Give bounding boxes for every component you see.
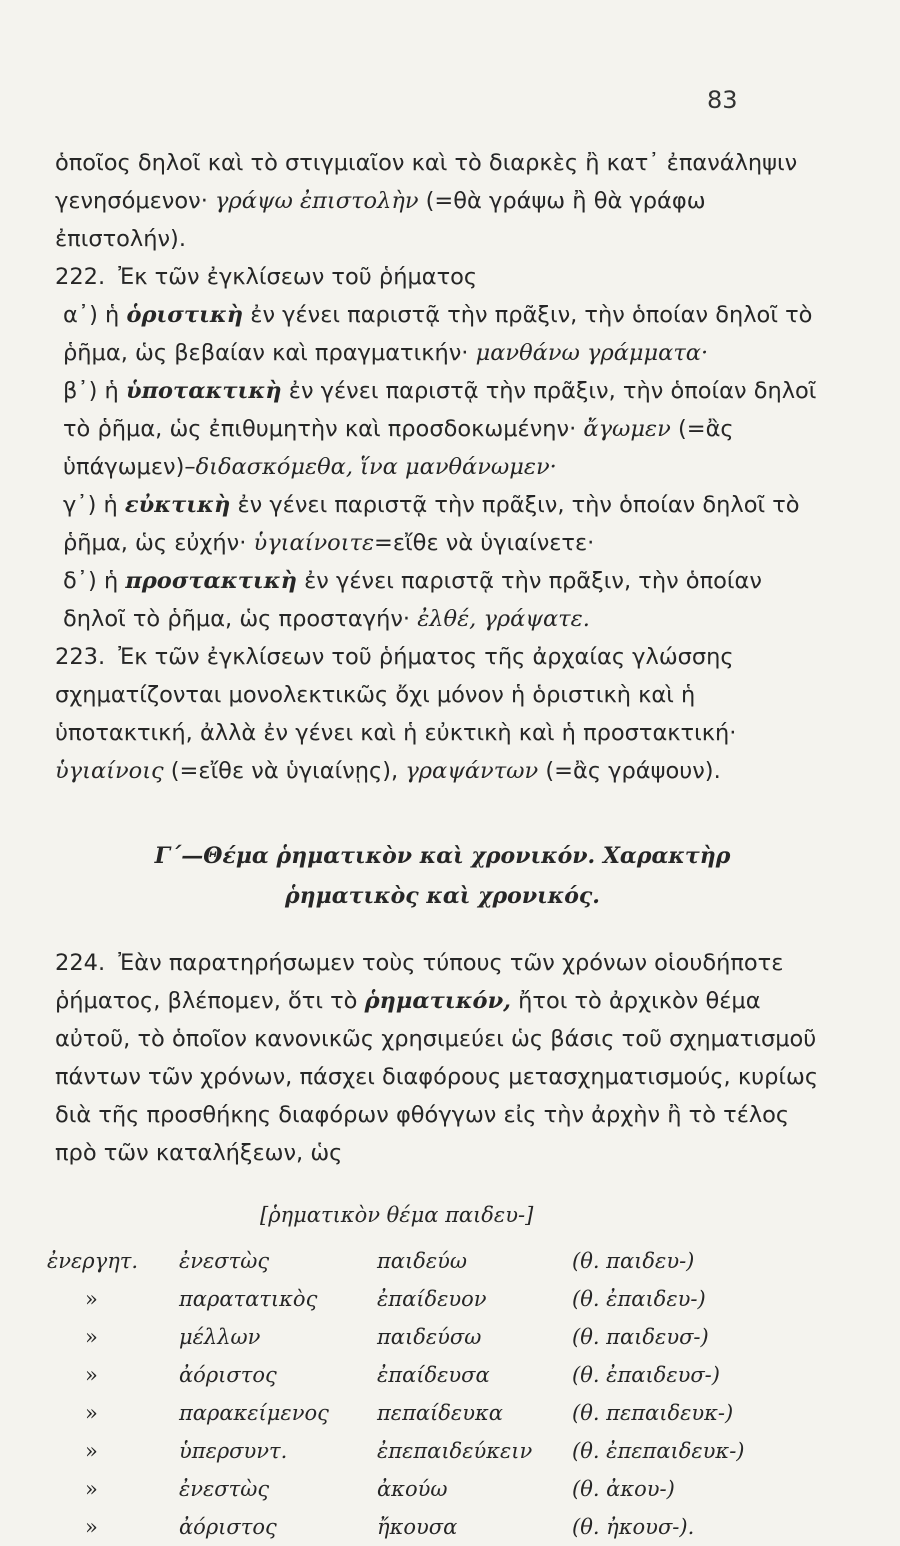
paragraph-number: 222. bbox=[55, 264, 106, 290]
stem-cell: (θ. παιδευ-) bbox=[572, 1249, 695, 1273]
table-row bbox=[47, 1508, 744, 1546]
intro-gloss: (=θὰ γράψω ἢ θὰ γράφω ἐπιστολήν). bbox=[55, 188, 706, 252]
table-row bbox=[47, 1242, 744, 1280]
conjugation-table bbox=[47, 1242, 744, 1546]
voice-cell: ἐνεργητ. bbox=[47, 1249, 139, 1273]
stem-cell: (θ. πεπαιδευκ-) bbox=[572, 1401, 734, 1425]
form-cell: ἐπεπαιδεύκειν bbox=[377, 1439, 533, 1463]
intro-paragraph bbox=[55, 144, 830, 258]
paragraph-number: 223. bbox=[55, 644, 106, 670]
stem-cell: (θ. ἐπαιδευ-) bbox=[572, 1287, 706, 1311]
paragraph-223 bbox=[55, 638, 830, 790]
voice-cell bbox=[47, 1470, 179, 1508]
item-b-example-2: διδασκόμεθα, ἵνα μανθάνωμεν· bbox=[195, 454, 557, 480]
tense-cell: μέλλων bbox=[179, 1325, 261, 1349]
tense-cell: ἐνεστὼς bbox=[179, 1477, 270, 1501]
tense-cell: ἐνεστὼς bbox=[179, 1249, 270, 1273]
item-a-text: ἐν γένει παριστᾷ τὴν πρᾶξιν, τὴν ὁποίαν δηλοῖ τὸ ῥῆμα, ὡς βεβαίαν καὶ πραγματικήν· bbox=[63, 302, 813, 366]
ditto-mark: » bbox=[85, 1287, 98, 1311]
item-d bbox=[55, 562, 830, 638]
item-c bbox=[55, 486, 830, 562]
voice-cell bbox=[47, 1394, 179, 1432]
voice-cell bbox=[47, 1432, 179, 1470]
tense-cell: ὑπερσυντ. bbox=[179, 1439, 288, 1463]
term-rimatikon: ῥηματικόν, bbox=[364, 988, 512, 1014]
paragraph-223-gloss-2: (=ἂς γράψουν). bbox=[545, 758, 721, 784]
ditto-mark: » bbox=[85, 1401, 98, 1425]
ditto-mark: » bbox=[85, 1515, 98, 1539]
voice-cell bbox=[47, 1280, 179, 1318]
paragraph-222-lead: Ἐκ τῶν ἐγκλίσεων τοῦ ῥήματος bbox=[118, 264, 478, 290]
item-b bbox=[55, 372, 830, 486]
voice-cell bbox=[47, 1356, 179, 1394]
tense-cell: ἀόριστος bbox=[179, 1515, 277, 1539]
form-cell: ἤκουσα bbox=[377, 1515, 458, 1539]
item-d-text: ἐν γένει παριστᾷ τὴν πρᾶξιν, τὴν ὁποίαν δηλοῖ τὸ ῥῆμα, ὡς προσταγήν· bbox=[63, 568, 762, 632]
stem-cell: (θ. ἐπεπαιδευκ-) bbox=[572, 1439, 745, 1463]
item-a bbox=[55, 296, 830, 372]
term-euktiki: εὐκτικὴ bbox=[124, 492, 231, 518]
table-row bbox=[47, 1470, 744, 1508]
ditto-mark: » bbox=[85, 1477, 98, 1501]
page-number: 83 bbox=[707, 86, 738, 114]
item-b-example-1: ἄγωμεν bbox=[583, 416, 671, 442]
voice-cell bbox=[47, 1318, 179, 1356]
tense-cell: παρακείμενος bbox=[179, 1401, 329, 1425]
item-b-gloss: (=ἂς ὑπάγωμεν)– bbox=[63, 416, 734, 480]
paragraph-224-text-b: ἤτοι τὸ ἀρχικὸν θέμα αὐτοῦ, τὸ ὁποῖον κανονικῶς χρησιμεύει ὡς βάσις τοῦ σχηματισμοῦ πάντων τῶν χρόνων, πάσχει διαφόρους μετασχηματισμούς, κυρίως διὰ τῆς προσθήκης διαφόρων φθόγγων εἰς τὴν ἀρχὴν ἢ τὸ τέλος πρὸ τῶν καταλήξεων, ὡς bbox=[55, 988, 819, 1166]
item-a-example: μανθάνω γράμματα· bbox=[475, 340, 709, 366]
table-row bbox=[47, 1318, 744, 1356]
item-c-text: ἐν γένει παριστᾷ τὴν πρᾶξιν, τὴν ὁποίαν δηλοῖ τὸ ῥῆμα, ὡς εὐχήν· bbox=[63, 492, 800, 556]
item-b-text: ἐν γένει παριστᾷ τὴν πρᾶξιν, τὴν ὁποίαν δηλοῖ τὸ ῥῆμα, ὡς ἐπιθυμητὴν καὶ προσδοκωμένην· bbox=[63, 378, 817, 442]
table-row bbox=[47, 1356, 744, 1394]
paragraph-224-text-a: Ἐὰν παρατηρήσωμεν τοὺς τύπους τῶν χρόνων οἱουδήποτε ῥήματος, βλέπομεν, ὅτι τὸ bbox=[55, 950, 784, 1014]
voice-cell bbox=[47, 1508, 179, 1546]
paragraph-number: 224. bbox=[55, 950, 106, 976]
term-prostaktiki: προστακτικὴ bbox=[125, 568, 297, 594]
body-text bbox=[47, 144, 830, 1546]
paragraph-223-example-1: ὑγιαίνοις bbox=[55, 758, 164, 784]
item-c-example: ὑγιαίνοιτε bbox=[253, 530, 375, 556]
section-heading bbox=[55, 836, 830, 916]
stem-cell: (θ. ἀκου-) bbox=[572, 1477, 675, 1501]
section-heading-line-2: ῥηματικὸς καὶ χρονικός. bbox=[285, 883, 600, 909]
item-b-label: β᾽) ἡ bbox=[63, 378, 119, 404]
paragraph-223-text: Ἐκ τῶν ἐγκλίσεων τοῦ ῥήματος τῆς ἀρχαίας γλώσσης σχηματίζονται μονολεκτικῶς ὄχι μόνον ἡ ὁριστικὴ καὶ ἡ ὑποτακτική, ἀλλὰ ἐν γένει καὶ ἡ εὐκτικὴ καὶ ἡ προστακτική· bbox=[55, 644, 737, 746]
form-cell: ἐπαίδευσα bbox=[377, 1363, 490, 1387]
item-c-gloss: =εἴθε νὰ ὑγιαίνετε· bbox=[374, 530, 595, 556]
paragraph-223-example-2: γραψάντων bbox=[405, 758, 539, 784]
form-cell: πεπαίδευκα bbox=[377, 1401, 503, 1425]
item-d-label: δ᾽) ἡ bbox=[63, 568, 119, 594]
intro-text: ὁποῖος δηλοῖ καὶ τὸ στιγμιαῖον καὶ τὸ διαρκὲς ἢ κατ᾽ ἐπανάληψιν γενησόμενον· bbox=[55, 150, 798, 214]
stem-cell: (θ. ἐπαιδευσ-) bbox=[572, 1363, 720, 1387]
form-cell: παιδεύω bbox=[377, 1249, 468, 1273]
form-cell: παιδεύσω bbox=[377, 1325, 482, 1349]
item-c-label: γ᾽) ἡ bbox=[63, 492, 118, 518]
paragraph-224 bbox=[55, 944, 830, 1172]
table-title: [ῥηματικὸν θέμα παιδευ-] bbox=[260, 1203, 534, 1227]
table-row bbox=[47, 1394, 744, 1432]
ditto-mark: » bbox=[85, 1363, 98, 1387]
tense-cell: ἀόριστος bbox=[179, 1363, 277, 1387]
item-d-example: ἐλθέ, γράψατε. bbox=[417, 606, 590, 632]
stem-cell: (θ. παιδευσ-) bbox=[572, 1325, 709, 1349]
ditto-mark: » bbox=[85, 1325, 98, 1349]
form-cell: ἐπαίδευον bbox=[377, 1287, 487, 1311]
tense-cell: παρατατικὸς bbox=[179, 1287, 318, 1311]
intro-example: γράψω ἐπιστολὴν bbox=[215, 188, 419, 214]
ditto-mark: » bbox=[85, 1439, 98, 1463]
form-cell: ἀκούω bbox=[377, 1477, 448, 1501]
item-a-label: α᾽) ἡ bbox=[63, 302, 120, 328]
term-oristiki: ὁριστικὴ bbox=[126, 302, 244, 328]
paragraph-222 bbox=[55, 258, 830, 296]
table-row bbox=[47, 1432, 744, 1470]
term-ypotaktiki: ὑποτακτικὴ bbox=[125, 378, 282, 404]
table-row bbox=[47, 1280, 744, 1318]
section-heading-line-1: Γ΄—Θέμα ῥηματικὸν καὶ χρονικόν. Χαρακτὴρ bbox=[154, 843, 731, 869]
stem-cell: (θ. ἠκουσ-). bbox=[572, 1515, 695, 1539]
paragraph-223-gloss-1: (=εἴθε νὰ ὑγιαίνῃς), bbox=[170, 758, 399, 784]
